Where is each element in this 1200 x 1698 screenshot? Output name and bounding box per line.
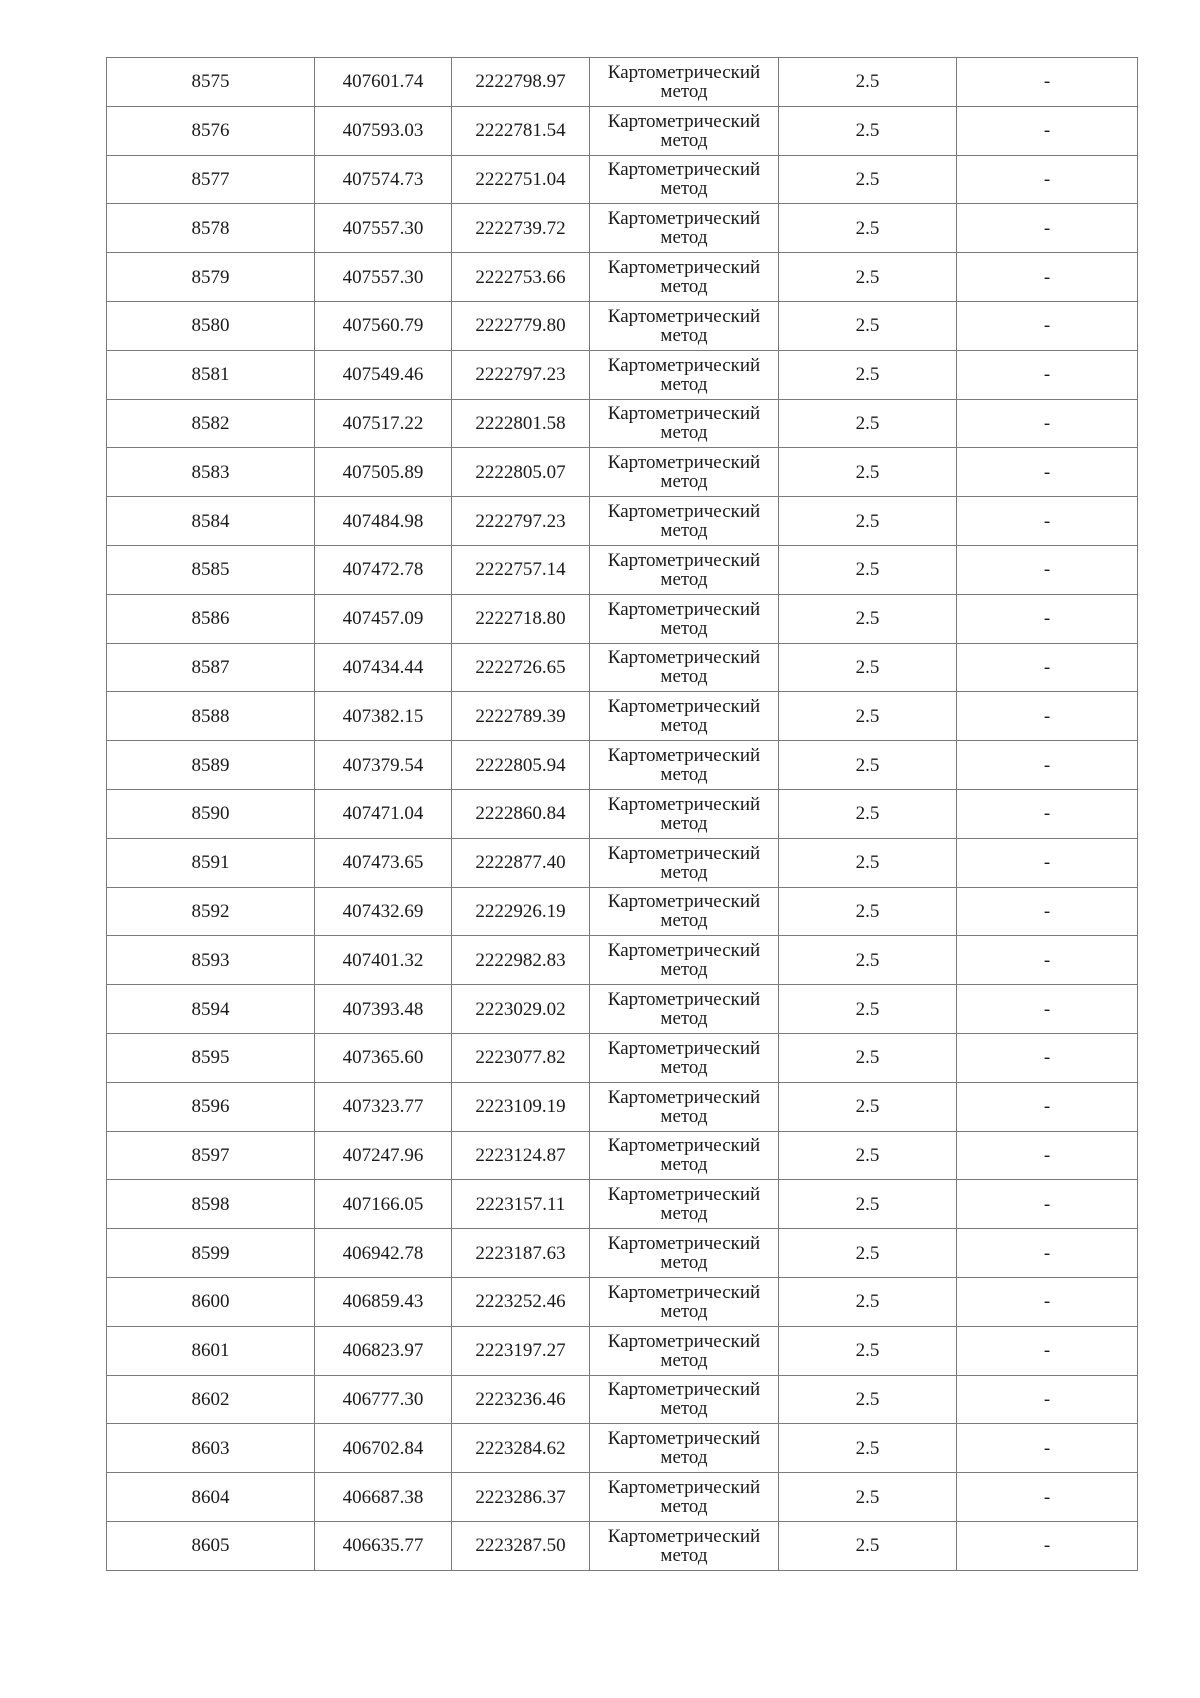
x-coordinate-cell: 407166.05 — [315, 1180, 452, 1229]
point-number-cell: 8598 — [107, 1180, 315, 1229]
x-coordinate-cell: 407323.77 — [315, 1082, 452, 1131]
x-coordinate-cell: 407549.46 — [315, 350, 452, 399]
method-line-2: метод — [660, 1105, 708, 1127]
note-cell: - — [957, 301, 1138, 350]
method-line-1: Картометрический — [607, 1330, 761, 1352]
accuracy-cell: 2.5 — [779, 594, 957, 643]
x-coordinate-cell: 406859.43 — [315, 1277, 452, 1326]
point-number-cell: 8575 — [107, 58, 315, 107]
table-row — [107, 692, 1138, 741]
method-line-2: метод — [660, 812, 708, 834]
accuracy-cell: 2.5 — [779, 106, 957, 155]
x-coordinate-cell: 407393.48 — [315, 985, 452, 1034]
accuracy-cell: 2.5 — [779, 399, 957, 448]
method-cell — [590, 1180, 779, 1229]
note-cell: - — [957, 1473, 1138, 1522]
y-coordinate-cell: 2222779.80 — [452, 301, 590, 350]
method-cell — [590, 643, 779, 692]
point-number-cell: 8586 — [107, 594, 315, 643]
method-line-2: метод — [660, 715, 708, 737]
point-number-cell: 8605 — [107, 1521, 315, 1570]
note-cell: - — [957, 936, 1138, 985]
y-coordinate-cell: 2222798.97 — [452, 58, 590, 107]
point-number-cell: 8604 — [107, 1473, 315, 1522]
table-row — [107, 1375, 1138, 1424]
point-number-cell: 8603 — [107, 1424, 315, 1473]
y-coordinate-cell: 2223029.02 — [452, 985, 590, 1034]
accuracy-cell: 2.5 — [779, 692, 957, 741]
method-line-1: Картометрический — [607, 159, 761, 181]
accuracy-cell: 2.5 — [779, 1229, 957, 1278]
note-cell: - — [957, 1229, 1138, 1278]
point-number-cell: 8600 — [107, 1277, 315, 1326]
method-cell — [590, 985, 779, 1034]
accuracy-cell: 2.5 — [779, 350, 957, 399]
point-number-cell: 8590 — [107, 789, 315, 838]
table-row — [107, 936, 1138, 985]
method-line-1: Картометрический — [607, 1086, 761, 1108]
note-cell: - — [957, 1277, 1138, 1326]
point-number-cell: 8595 — [107, 1033, 315, 1082]
accuracy-cell: 2.5 — [779, 1082, 957, 1131]
accuracy-cell: 2.5 — [779, 58, 957, 107]
table-row — [107, 1277, 1138, 1326]
y-coordinate-cell: 2222757.14 — [452, 545, 590, 594]
method-line-2: метод — [660, 1349, 708, 1371]
note-cell: - — [957, 594, 1138, 643]
accuracy-cell: 2.5 — [779, 1424, 957, 1473]
y-coordinate-cell: 2223109.19 — [452, 1082, 590, 1131]
accuracy-cell: 2.5 — [779, 448, 957, 497]
point-number-cell: 8585 — [107, 545, 315, 594]
method-line-2: метод — [660, 1008, 708, 1030]
point-number-cell: 8596 — [107, 1082, 315, 1131]
x-coordinate-cell: 407432.69 — [315, 887, 452, 936]
table-row — [107, 301, 1138, 350]
note-cell: - — [957, 1521, 1138, 1570]
table-row — [107, 1131, 1138, 1180]
y-coordinate-cell: 2223286.37 — [452, 1473, 590, 1522]
method-line-1: Картометрический — [607, 305, 761, 327]
y-coordinate-cell: 2223197.27 — [452, 1326, 590, 1375]
method-cell — [590, 741, 779, 790]
method-line-1: Картометрический — [607, 647, 761, 669]
method-line-1: Картометрический — [607, 940, 761, 962]
method-cell — [590, 106, 779, 155]
accuracy-cell: 2.5 — [779, 1375, 957, 1424]
table-row — [107, 887, 1138, 936]
method-line-1: Картометрический — [607, 1379, 761, 1401]
y-coordinate-cell: 2222797.23 — [452, 350, 590, 399]
x-coordinate-cell: 407505.89 — [315, 448, 452, 497]
table-row — [107, 1229, 1138, 1278]
accuracy-cell: 2.5 — [779, 838, 957, 887]
method-line-1: Картометрический — [607, 891, 761, 913]
table-row — [107, 838, 1138, 887]
y-coordinate-cell: 2222805.94 — [452, 741, 590, 790]
accuracy-cell: 2.5 — [779, 1180, 957, 1229]
method-cell — [590, 1424, 779, 1473]
table-row — [107, 789, 1138, 838]
method-line-1: Картометрический — [607, 1037, 761, 1059]
method-line-1: Картометрический — [607, 842, 761, 864]
table-row — [107, 1424, 1138, 1473]
point-number-cell: 8587 — [107, 643, 315, 692]
accuracy-cell: 2.5 — [779, 643, 957, 692]
table-row — [107, 106, 1138, 155]
method-line-1: Картометрический — [607, 1477, 761, 1498]
point-number-cell: 8583 — [107, 448, 315, 497]
y-coordinate-cell: 2222877.40 — [452, 838, 590, 887]
method-cell — [590, 497, 779, 546]
method-cell — [590, 399, 779, 448]
method-cell — [590, 1033, 779, 1082]
point-number-cell: 8592 — [107, 887, 315, 936]
y-coordinate-cell: 2222739.72 — [452, 204, 590, 253]
x-coordinate-cell: 407472.78 — [315, 545, 452, 594]
method-line-2: метод — [660, 959, 708, 981]
note-cell: - — [957, 253, 1138, 302]
y-coordinate-cell: 2222797.23 — [452, 497, 590, 546]
point-number-cell: 8577 — [107, 155, 315, 204]
method-cell — [590, 545, 779, 594]
point-number-cell: 8582 — [107, 399, 315, 448]
point-number-cell: 8578 — [107, 204, 315, 253]
note-cell: - — [957, 1082, 1138, 1131]
method-cell — [590, 887, 779, 936]
y-coordinate-cell: 2222982.83 — [452, 936, 590, 985]
method-line-2: метод — [660, 764, 708, 786]
method-cell — [590, 1521, 779, 1570]
method-line-1: Картометрический — [607, 1281, 761, 1303]
note-cell: - — [957, 643, 1138, 692]
method-line-2: метод — [660, 861, 708, 883]
method-cell — [590, 1375, 779, 1424]
note-cell: - — [957, 1424, 1138, 1473]
method-cell — [590, 1326, 779, 1375]
note-cell: - — [957, 1375, 1138, 1424]
method-line-2: метод — [660, 276, 708, 298]
note-cell: - — [957, 1326, 1138, 1375]
table-row — [107, 985, 1138, 1034]
accuracy-cell: 2.5 — [779, 1473, 957, 1522]
accuracy-cell: 2.5 — [779, 1131, 957, 1180]
y-coordinate-cell: 2222926.19 — [452, 887, 590, 936]
point-number-cell: 8602 — [107, 1375, 315, 1424]
method-line-2: метод — [660, 227, 708, 249]
accuracy-cell: 2.5 — [779, 985, 957, 1034]
x-coordinate-cell: 407457.09 — [315, 594, 452, 643]
method-line-1: Картометрический — [607, 549, 761, 571]
method-line-1: Картометрический — [607, 257, 761, 279]
method-cell — [590, 789, 779, 838]
method-line-2: метод — [660, 568, 708, 590]
table-row — [107, 155, 1138, 204]
x-coordinate-cell: 407557.30 — [315, 204, 452, 253]
method-line-2: метод — [660, 178, 708, 200]
method-line-2: метод — [660, 422, 708, 444]
point-number-cell: 8579 — [107, 253, 315, 302]
table-row — [107, 545, 1138, 594]
method-cell — [590, 838, 779, 887]
method-line-2: метод — [660, 373, 708, 395]
y-coordinate-cell: 2222860.84 — [452, 789, 590, 838]
point-number-cell: 8589 — [107, 741, 315, 790]
table-row — [107, 643, 1138, 692]
table-row — [107, 253, 1138, 302]
method-line-1: Картометрический — [607, 1525, 761, 1547]
y-coordinate-cell: 2222805.07 — [452, 448, 590, 497]
x-coordinate-cell: 407601.74 — [315, 58, 452, 107]
method-line-2: метод — [660, 520, 708, 542]
method-line-1: Картометрический — [607, 1135, 761, 1157]
x-coordinate-cell: 407560.79 — [315, 301, 452, 350]
method-line-1: Картометрический — [607, 61, 761, 83]
y-coordinate-cell: 2222789.39 — [452, 692, 590, 741]
note-cell: - — [957, 448, 1138, 497]
note-cell: - — [957, 58, 1138, 107]
accuracy-cell: 2.5 — [779, 887, 957, 936]
point-number-cell: 8591 — [107, 838, 315, 887]
accuracy-cell: 2.5 — [779, 497, 957, 546]
accuracy-cell: 2.5 — [779, 204, 957, 253]
x-coordinate-cell: 406777.30 — [315, 1375, 452, 1424]
method-line-2: метод — [660, 80, 708, 102]
method-cell — [590, 155, 779, 204]
x-coordinate-cell: 406702.84 — [315, 1424, 452, 1473]
note-cell: - — [957, 399, 1138, 448]
method-cell — [590, 1229, 779, 1278]
accuracy-cell: 2.5 — [779, 936, 957, 985]
method-line-1: Картометрический — [607, 501, 761, 523]
x-coordinate-cell: 407593.03 — [315, 106, 452, 155]
y-coordinate-cell: 2222718.80 — [452, 594, 590, 643]
accuracy-cell: 2.5 — [779, 741, 957, 790]
method-cell — [590, 350, 779, 399]
point-number-cell: 8599 — [107, 1229, 315, 1278]
y-coordinate-cell: 2222801.58 — [452, 399, 590, 448]
method-line-2: метод — [660, 910, 708, 932]
x-coordinate-cell: 406687.38 — [315, 1473, 452, 1522]
method-line-1: Картометрический — [607, 696, 761, 718]
note-cell: - — [957, 1033, 1138, 1082]
note-cell: - — [957, 497, 1138, 546]
y-coordinate-cell: 2223252.46 — [452, 1277, 590, 1326]
x-coordinate-cell: 407557.30 — [315, 253, 452, 302]
x-coordinate-cell: 407471.04 — [315, 789, 452, 838]
method-line-2: метод — [660, 1447, 708, 1469]
coordinates-table — [106, 57, 1138, 1571]
accuracy-cell: 2.5 — [779, 253, 957, 302]
accuracy-cell: 2.5 — [779, 789, 957, 838]
accuracy-cell: 2.5 — [779, 155, 957, 204]
method-cell — [590, 448, 779, 497]
method-line-1: Картометрический — [607, 208, 761, 230]
method-cell — [590, 936, 779, 985]
table-row — [107, 741, 1138, 790]
method-cell — [590, 594, 779, 643]
table-row — [107, 448, 1138, 497]
method-cell — [590, 253, 779, 302]
method-line-2: метод — [660, 324, 708, 346]
note-cell: - — [957, 985, 1138, 1034]
x-coordinate-cell: 407247.96 — [315, 1131, 452, 1180]
table-row — [107, 1326, 1138, 1375]
accuracy-cell: 2.5 — [779, 301, 957, 350]
note-cell: - — [957, 155, 1138, 204]
method-cell — [590, 1277, 779, 1326]
table-row — [107, 399, 1138, 448]
table-row — [107, 350, 1138, 399]
method-cell — [590, 58, 779, 107]
method-line-2: метод — [660, 617, 708, 639]
x-coordinate-cell: 407434.44 — [315, 643, 452, 692]
method-line-2: метод — [660, 129, 708, 151]
table-row — [107, 1033, 1138, 1082]
y-coordinate-cell: 2222753.66 — [452, 253, 590, 302]
x-coordinate-cell: 406942.78 — [315, 1229, 452, 1278]
note-cell: - — [957, 1131, 1138, 1180]
x-coordinate-cell: 407382.15 — [315, 692, 452, 741]
y-coordinate-cell: 2223187.63 — [452, 1229, 590, 1278]
x-coordinate-cell: 407484.98 — [315, 497, 452, 546]
x-coordinate-cell: 407365.60 — [315, 1033, 452, 1082]
x-coordinate-cell: 407379.54 — [315, 741, 452, 790]
point-number-cell: 8581 — [107, 350, 315, 399]
method-cell — [590, 1082, 779, 1131]
x-coordinate-cell: 407401.32 — [315, 936, 452, 985]
method-line-1: Картометрический — [607, 989, 761, 1011]
point-number-cell: 8584 — [107, 497, 315, 546]
accuracy-cell: 2.5 — [779, 1521, 957, 1570]
x-coordinate-cell: 407517.22 — [315, 399, 452, 448]
method-line-2: метод — [660, 666, 708, 688]
method-line-2: метод — [660, 1056, 708, 1078]
y-coordinate-cell: 2223124.87 — [452, 1131, 590, 1180]
method-line-1: Картометрический — [607, 793, 761, 815]
method-line-1: Картометрический — [607, 1428, 761, 1450]
method-cell — [590, 301, 779, 350]
x-coordinate-cell: 406823.97 — [315, 1326, 452, 1375]
note-cell: - — [957, 545, 1138, 594]
note-cell: - — [957, 838, 1138, 887]
method-line-1: Картометрический — [607, 354, 761, 376]
note-cell: - — [957, 887, 1138, 936]
point-number-cell: 8580 — [107, 301, 315, 350]
accuracy-cell: 2.5 — [779, 1033, 957, 1082]
table-row — [107, 497, 1138, 546]
note-cell: - — [957, 692, 1138, 741]
method-line-2: метод — [660, 1203, 708, 1225]
method-cell — [590, 204, 779, 253]
table-row — [107, 204, 1138, 253]
y-coordinate-cell: 2223284.62 — [452, 1424, 590, 1473]
method-line-2: метод — [660, 471, 708, 493]
method-line-2: метод — [660, 1300, 708, 1322]
note-cell: - — [957, 350, 1138, 399]
x-coordinate-cell: 407473.65 — [315, 838, 452, 887]
accuracy-cell: 2.5 — [779, 1326, 957, 1375]
accuracy-cell: 2.5 — [779, 1277, 957, 1326]
table-row — [107, 1180, 1138, 1229]
point-number-cell: 8588 — [107, 692, 315, 741]
point-number-cell: 8593 — [107, 936, 315, 985]
table-row — [107, 594, 1138, 643]
point-number-cell: 8576 — [107, 106, 315, 155]
y-coordinate-cell: 2222781.54 — [452, 106, 590, 155]
note-cell: - — [957, 106, 1138, 155]
table-row — [107, 1473, 1138, 1522]
method-line-1: Картометрический — [607, 1184, 761, 1206]
note-cell: - — [957, 789, 1138, 838]
y-coordinate-cell: 2223077.82 — [452, 1033, 590, 1082]
method-cell — [590, 1131, 779, 1180]
table-row — [107, 58, 1138, 107]
y-coordinate-cell: 2222751.04 — [452, 155, 590, 204]
method-line-2: метод — [660, 1154, 708, 1176]
method-line-2: метод — [660, 1252, 708, 1274]
note-cell: - — [957, 1180, 1138, 1229]
y-coordinate-cell: 2222726.65 — [452, 643, 590, 692]
point-number-cell: 8601 — [107, 1326, 315, 1375]
note-cell: - — [957, 204, 1138, 253]
y-coordinate-cell: 2223236.46 — [452, 1375, 590, 1424]
method-line-1: Картометрический — [607, 403, 761, 425]
y-coordinate-cell: 2223287.50 — [452, 1521, 590, 1570]
point-number-cell: 8594 — [107, 985, 315, 1034]
accuracy-cell: 2.5 — [779, 545, 957, 594]
x-coordinate-cell: 407574.73 — [315, 155, 452, 204]
table-body — [107, 58, 1138, 1571]
method-line-2: метод — [660, 1496, 708, 1517]
point-number-cell: 8597 — [107, 1131, 315, 1180]
method-line-1: Картометрический — [607, 1233, 761, 1255]
method-line-1: Картометрический — [607, 110, 761, 132]
method-line-1: Картометрический — [607, 452, 761, 474]
table-row — [107, 1521, 1138, 1570]
method-line-1: Картометрический — [607, 745, 761, 767]
method-cell — [590, 1473, 779, 1522]
y-coordinate-cell: 2223157.11 — [452, 1180, 590, 1229]
method-line-2: метод — [660, 1398, 708, 1420]
method-cell — [590, 692, 779, 741]
note-cell: - — [957, 741, 1138, 790]
method-line-2: метод — [660, 1544, 708, 1566]
method-line-1: Картометрический — [607, 598, 761, 620]
table-row — [107, 1082, 1138, 1131]
x-coordinate-cell: 406635.77 — [315, 1521, 452, 1570]
